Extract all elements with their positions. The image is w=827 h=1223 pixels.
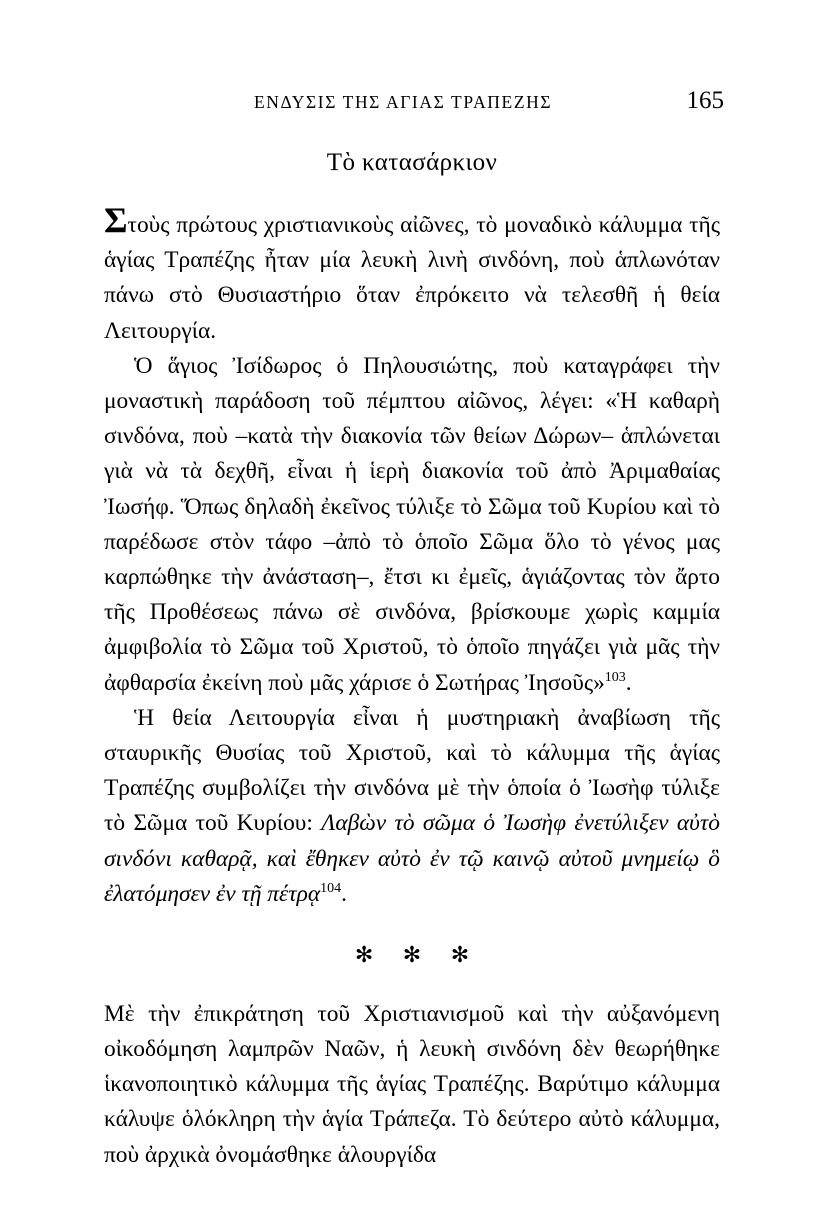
paragraph-1-text: τοὺς πρώτους χριστιανικοὺς αἰῶνες, τὸ μοναδικὸ κάλυμμα τῆς ἁγίας Τραπέζης ἦταν μία λευκὴ λινὴ σινδόνη, ποὺ ἁπλωνόταν πάνω στὸ Θυσιαστήριο ὅταν ἐπρόκειτο νὰ τελεσθῆ ἡ θεία Λειτουργία.: [104, 212, 720, 344]
paragraph-3-tail: .: [341, 880, 347, 907]
scripture-quote: Λαβὼν τὸ σῶμα ὁ Ἰωσὴφ ἐνετύλιξεν αὐτὸ σινδόνι καθαρᾷ, καὶ ἔθηκεν αὐτὸ ἐν τῷ καινῷ αὐτοῦ μνημείῳ ὃ ἐλατόμησεν ἐν τῇ πέτρᾳ: [104, 810, 720, 907]
paragraph-2-text: Ὁ ἅγιος Ἰσίδωρος ὁ Πηλουσιώτης, ποὺ καταγράφει τὴν μοναστικὴ παράδοση τοῦ πέμπτου αἰῶνος, λέγει: «Ἡ καθαρὴ σινδόνα, ποὺ –κατὰ τὴν διακονία τῶν θείων Δώρων– ἁπλώνεται γιὰ νὰ τὰ δεχθῆ, εἶναι ἡ ἱερὴ διακονία τοῦ ἀπὸ Ἀριμαθαίας Ἰωσήφ. Ὅπως δηλαδὴ ἐκεῖνος τύλιξε τὸ Σῶμα τοῦ Κυρίου καὶ τὸ παρέδωσε στὸν τάφο –ἀπὸ τὸ ὁποῖο Σῶμα ὅλο τὸ γένος μας καρπώθηκε τὴν ἀνάσταση–, ἔτσι κι ἐμεῖς, ἁγιάζοντας τὸν ἄρτο τῆς Προθέσεως πάνω σὲ σινδόνα, βρίσκουμε χωρὶς καμμία ἀμφιβολία τὸ Σῶμα τοῦ Χριστοῦ, τὸ ὁποῖο πηγάζει γιὰ μᾶς τὴν ἀφθαρσία ἐκείνη ποὺ μᾶς χάρισε ὁ Σωτήρας Ἰησοῦς»: [104, 352, 720, 696]
drop-cap-initial: Σ: [104, 200, 128, 240]
paragraph-2-tail: .: [625, 669, 632, 696]
paragraph-4: [104, 997, 720, 1173]
paragraph-2: [104, 349, 720, 701]
page-number: 165: [686, 87, 724, 114]
paragraph-1: [104, 200, 720, 349]
text-column: [104, 148, 720, 1173]
paragraph-3: [104, 701, 720, 912]
section-title: Τὸ κατασάρκιον: [326, 149, 498, 176]
paragraph-4-text: Μὲ τὴν ἐπικράτηση τοῦ Χριστιανισμοῦ καὶ τὴν αὐξανόμενη οἰκοδόμηση λαμπρῶν Ναῶν, ἡ λευκὴ σινδόνη δὲν θεωρήθηκε ἱκανοποιητικὸ κάλυμμα τῆς ἁγίας Τραπέζης. Βαρύτιμο κάλυμμα κάλυψε ὁλόκληρη τὴν ἁγία Τράπεζα. Τὸ δεύτερο αὐτὸ κάλυμμα, ποὺ ἀρχικὰ ὀνομάσθηκε ἁλουργίδα: [104, 1000, 720, 1168]
asterisk-divider: ✻ ✻ ✻: [354, 942, 482, 968]
footnote-marker-103[interactable]: 103: [604, 669, 626, 685]
paragraph-3-text: Ἡ θεία Λειτουργία εἶναι ἡ μυστηριακὴ ἀναβίωση τῆς σταυρικῆς Θυσίας τοῦ Χριστοῦ, καὶ τὸ κάλυμμα τῆς ἁγίας Τραπέζης συμβολίζει τὴν σινδόνα μὲ τὴν ὁποία ὁ Ἰωσὴφ τύλιξε τὸ Σῶμα τοῦ Κυρίου:: [104, 704, 720, 837]
running-head-title: ΕΝΔΥΣΙΣ ΤΗΣ ΑΓΙΑΣ ΤΡΑΠΕΖΗΣ: [254, 92, 553, 112]
footnote-marker-104[interactable]: 104: [320, 881, 342, 897]
running-head: [104, 88, 724, 118]
